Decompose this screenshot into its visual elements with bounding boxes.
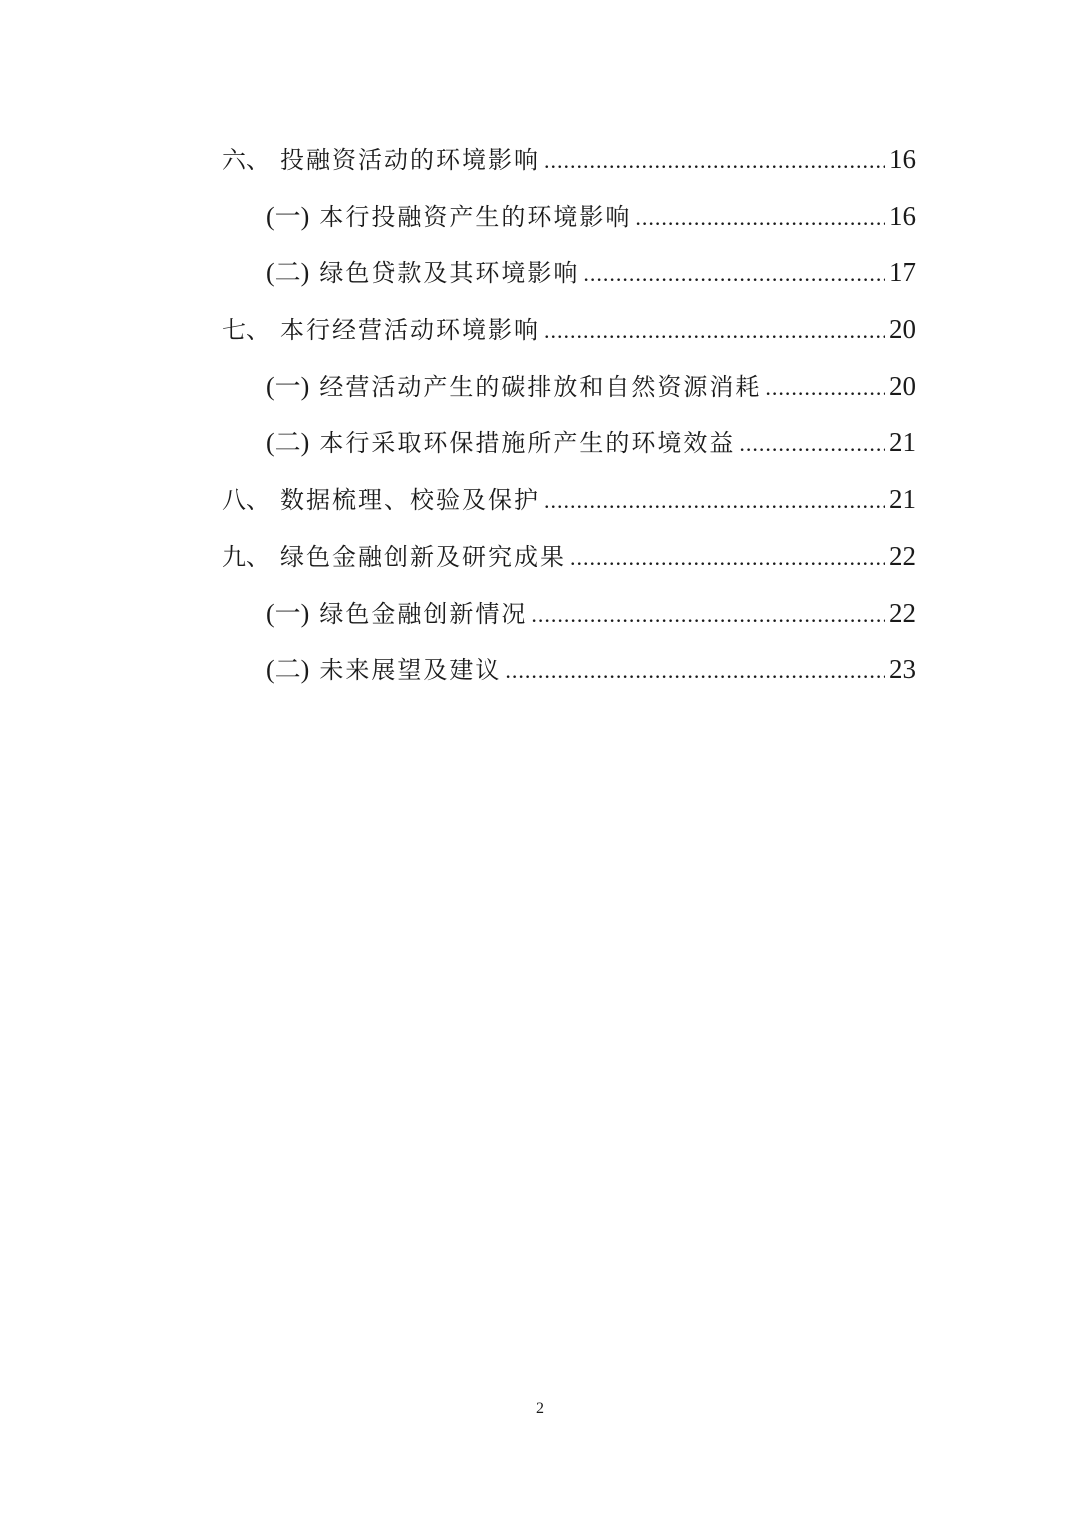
page-number: 2	[536, 1400, 544, 1417]
toc-entry-page: 22	[889, 597, 916, 628]
toc-dot-leader	[765, 367, 885, 409]
toc-entry-number: 八、	[222, 486, 270, 515]
toc-entry-section-8[interactable]	[222, 478, 916, 535]
toc-entry-section-7-2[interactable]	[222, 421, 916, 478]
toc-entry-section-6-2[interactable]	[222, 251, 916, 308]
toc-entry-number: 六、	[222, 146, 270, 174]
toc-entry-section-9-2[interactable]	[222, 648, 916, 705]
toc-entry-section-6-1[interactable]	[222, 195, 916, 252]
toc-entry-number: (二)	[266, 655, 310, 685]
toc-entry-title: 本行采取环保措施所产生的环境效益	[319, 429, 736, 458]
toc-entry-page: 21	[889, 427, 916, 458]
toc-entry-page: 16	[889, 200, 916, 231]
toc-entry-page: 21	[889, 484, 916, 515]
toc-entry-number: (一)	[266, 598, 310, 628]
toc-entry-page: 16	[889, 144, 916, 174]
toc-entry-section-9-1[interactable]	[222, 592, 916, 649]
table-of-contents	[222, 138, 916, 705]
toc-entry-section-7-1[interactable]	[222, 365, 916, 422]
toc-entry-title: 本行经营活动环境影响	[280, 316, 540, 345]
toc-dot-leader	[544, 310, 885, 352]
toc-dot-leader	[544, 140, 885, 182]
toc-dot-leader	[531, 594, 885, 636]
toc-entry-page: 20	[889, 314, 916, 345]
toc-entry-section-7[interactable]	[222, 308, 916, 365]
toc-dot-leader	[583, 253, 885, 295]
toc-entry-title: 绿色金融创新及研究成果	[280, 542, 566, 571]
toc-entry-number: (二)	[266, 258, 310, 288]
toc-entry-number: (二)	[266, 428, 310, 458]
toc-entry-section-6[interactable]	[222, 138, 916, 195]
toc-entry-page: 20	[889, 370, 916, 401]
toc-entry-title: 绿色贷款及其环境影响	[319, 259, 580, 288]
toc-entry-title: 投融资活动的环境影响	[280, 146, 540, 174]
toc-entry-number: (一)	[266, 371, 310, 401]
toc-dot-leader	[570, 537, 885, 579]
toc-entry-title: 经营活动产生的碳排放和自然资源消耗	[319, 372, 762, 401]
toc-entry-page: 22	[889, 540, 916, 571]
toc-entry-number: (一)	[266, 201, 310, 231]
toc-entry-number: 七、	[222, 316, 270, 345]
toc-dot-leader	[635, 197, 885, 239]
toc-entry-page: 23	[889, 654, 916, 685]
toc-entry-title: 数据梳理、校验及保护	[280, 486, 540, 515]
toc-entry-title: 本行投融资产生的环境影响	[319, 202, 632, 231]
toc-dot-leader	[739, 423, 885, 465]
toc-entry-section-9[interactable]	[222, 535, 916, 592]
toc-entry-page: 17	[889, 257, 916, 288]
toc-entry-number: 九、	[222, 542, 270, 571]
toc-dot-leader	[544, 480, 885, 522]
toc-entry-title: 绿色金融创新情况	[319, 599, 528, 628]
toc-dot-leader	[505, 650, 885, 692]
toc-entry-title: 未来展望及建议	[319, 656, 502, 685]
